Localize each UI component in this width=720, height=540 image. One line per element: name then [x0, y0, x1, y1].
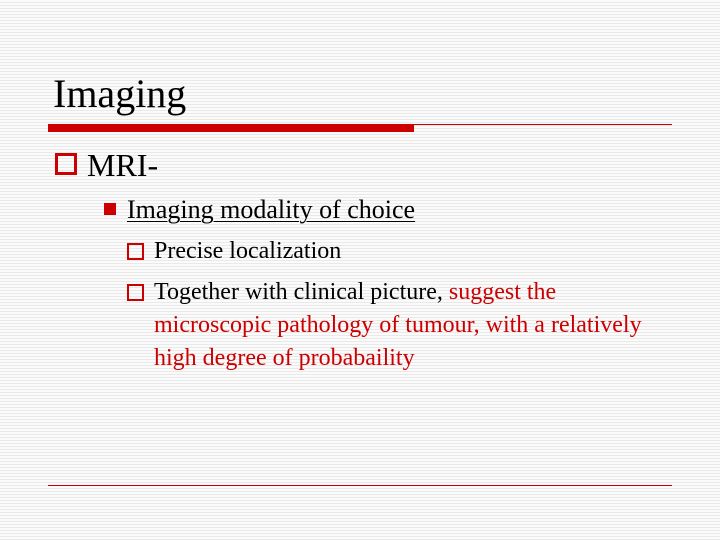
bullet-level2-modality	[104, 194, 415, 226]
bullet-level1-mri	[55, 146, 158, 184]
bullet-level3-text: Precise localization	[154, 238, 342, 264]
hollow-square-icon	[127, 284, 144, 301]
bullet-text-red: suggest the microscopic pathology of tumour, with a relatively high degree of probabaility	[154, 279, 642, 371]
footer-divider	[48, 485, 672, 486]
hollow-square-icon	[55, 153, 77, 175]
bullet-level2-text: Imaging modality of choice	[127, 195, 416, 224]
title-underline-thin	[414, 124, 672, 125]
bullet-level3-localization	[127, 235, 341, 268]
bullet-level1-text: MRI-	[87, 147, 159, 183]
bullet-text-black: Together with clinical picture,	[154, 279, 449, 305]
hollow-square-icon	[127, 243, 144, 260]
title-underline-thick	[48, 124, 414, 132]
slide-title: Imaging	[53, 71, 187, 116]
filled-square-icon	[104, 203, 116, 215]
bullet-level3-text	[154, 276, 647, 375]
bullet-level3-pathology	[127, 276, 647, 375]
